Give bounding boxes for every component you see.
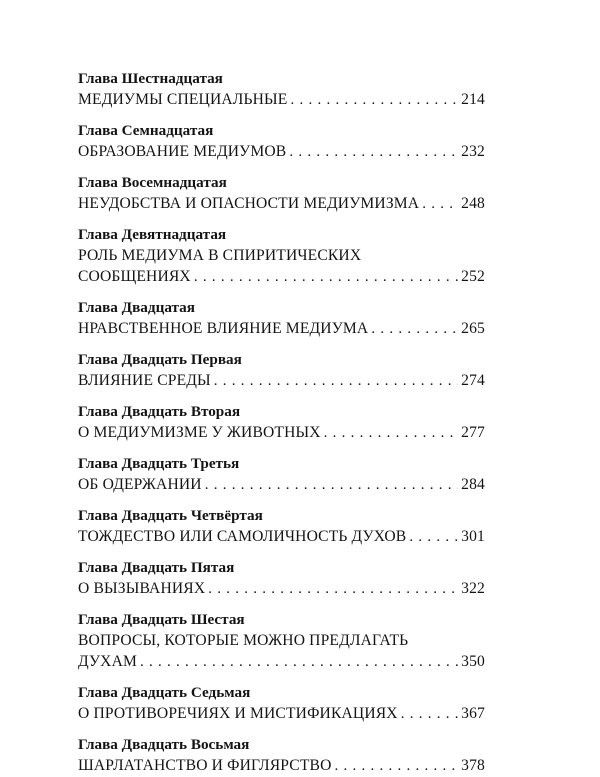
page-number: 367: [461, 705, 485, 722]
chapter-title: [78, 703, 485, 725]
chapter-title-leader-line: [78, 370, 485, 392]
dot-leader: [208, 579, 458, 600]
chapter-title: [78, 630, 485, 673]
chapter-label: Глава Двадцать Шестая: [78, 611, 245, 628]
chapter-title-leader-line: [78, 193, 485, 215]
chapter-title-leader-line: [78, 578, 485, 600]
chapter-title-last-line: ВЛИЯНИЕ СРЕДЫ: [78, 372, 211, 389]
page-number: 301: [461, 528, 485, 545]
toc-entry-3[interactable]: [78, 172, 485, 215]
chapter-title-last-line: О ПРОТИВОРЕЧИЯХ И МИСТИФИКАЦИЯХ: [78, 705, 398, 722]
page-number: 248: [461, 195, 485, 212]
table-of-contents: [78, 68, 485, 777]
page-number: 277: [461, 424, 485, 441]
chapter-title-last-line: СООБЩЕНИЯХ: [78, 268, 191, 285]
chapter-title: [78, 370, 485, 392]
toc-entry-12[interactable]: [78, 682, 485, 725]
toc-entry-4[interactable]: [78, 224, 485, 288]
chapter-label: Глава Двадцать Седьмая: [78, 684, 251, 701]
chapter-label: Глава Двадцать Первая: [78, 351, 242, 368]
page-number: 322: [461, 580, 485, 597]
toc-entry-13[interactable]: [78, 734, 485, 777]
page-number: 274: [461, 372, 485, 389]
chapter-title: [78, 755, 485, 777]
chapter-title-last-line: ДУХАМ: [78, 653, 138, 670]
chapter-title: [78, 141, 485, 163]
chapter-label: Глава Двадцать Четвёртая: [78, 507, 263, 524]
chapter-label: Глава Шестнадцатая: [78, 70, 223, 87]
page-number: 265: [461, 320, 485, 337]
dot-leader: [409, 527, 458, 548]
chapter-label: Глава Двадцать Восьмая: [78, 736, 250, 753]
chapter-title: [78, 526, 485, 548]
toc-entry-11[interactable]: [78, 609, 485, 673]
chapter-title-leader-line: [78, 651, 485, 673]
toc-entry-7[interactable]: [78, 401, 485, 444]
dot-leader: [194, 267, 458, 288]
chapter-title-line: РОЛЬ МЕДИУМА В СПИРИТИЧЕСКИХ: [78, 247, 362, 264]
dot-leader: [324, 423, 459, 444]
chapter-title-leader-line: [78, 318, 485, 340]
chapter-title: [78, 318, 485, 340]
dot-leader: [334, 756, 458, 777]
chapter-title-last-line: НЕУДОБСТВА И ОПАСНОСТИ МЕДИУМИЗМА: [78, 195, 420, 212]
chapter-title-leader-line: [78, 141, 485, 163]
toc-entry-9[interactable]: [78, 505, 485, 548]
chapter-title-leader-line: [78, 266, 485, 288]
chapter-title-last-line: ОБРАЗОВАНИЕ МЕДИУМОВ: [78, 143, 287, 160]
chapter-label: Глава Двадцать Третья: [78, 455, 240, 472]
dot-leader: [371, 319, 458, 340]
chapter-title-last-line: О ВЫЗЫВАНИЯХ: [78, 580, 206, 597]
chapter-title-leader-line: [78, 755, 485, 777]
page-number: 284: [461, 476, 485, 493]
chapter-title-line: ВОПРОСЫ, КОТОРЫЕ МОЖНО ПРЕДЛАГАТЬ: [78, 632, 409, 649]
chapter-title-last-line: ШАРЛАТАНСТВО И ФИГЛЯРСТВО: [78, 757, 332, 774]
dot-leader: [140, 652, 458, 673]
chapter-title: [78, 422, 485, 444]
chapter-label: Глава Двадцатая: [78, 299, 195, 316]
chapter-title-last-line: МЕДИУМЫ СПЕЦИАЛЬНЫЕ: [78, 91, 288, 108]
chapter-title-leader-line: [78, 89, 485, 111]
toc-entry-1[interactable]: [78, 68, 485, 111]
chapter-title-leader-line: [78, 703, 485, 725]
toc-entry-6[interactable]: [78, 349, 485, 392]
chapter-label: Глава Двадцать Вторая: [78, 403, 241, 420]
chapter-label: Глава Девятнадцатая: [78, 226, 227, 243]
chapter-title-leader-line: [78, 422, 485, 444]
toc-entry-5[interactable]: [78, 297, 485, 340]
chapter-title: [78, 89, 485, 111]
chapter-label: Глава Семнадцатая: [78, 122, 214, 139]
dot-leader: [422, 194, 458, 215]
toc-entry-10[interactable]: [78, 557, 485, 600]
dot-leader: [205, 475, 458, 496]
chapter-title: [78, 474, 485, 496]
chapter-title-leader-line: [78, 474, 485, 496]
dot-leader: [214, 371, 458, 392]
chapter-title: [78, 578, 485, 600]
chapter-title-last-line: ОБ ОДЕРЖАНИИ: [78, 476, 202, 493]
chapter-title-last-line: НРАВСТВЕННОЕ ВЛИЯНИЕ МЕДИУМА: [78, 320, 369, 337]
page-number: 378: [461, 757, 485, 774]
dot-leader: [289, 142, 458, 163]
chapter-label: Глава Восемнадцатая: [78, 174, 227, 191]
chapter-title-leader-line: [78, 526, 485, 548]
dot-leader: [401, 704, 458, 725]
page-number: 350: [461, 653, 485, 670]
chapter-label: Глава Двадцать Пятая: [78, 559, 235, 576]
dot-leader: [290, 90, 458, 111]
toc-entry-8[interactable]: [78, 453, 485, 496]
chapter-title: [78, 193, 485, 215]
page-number: 232: [461, 143, 485, 160]
page-number: 252: [461, 268, 485, 285]
chapter-title-last-line: ТОЖДЕСТВО ИЛИ САМОЛИЧНОСТЬ ДУХОВ: [78, 528, 407, 545]
chapter-title: [78, 245, 485, 288]
page-number: 214: [461, 91, 485, 108]
toc-entry-2[interactable]: [78, 120, 485, 163]
chapter-title-last-line: О МЕДИУМИЗМЕ У ЖИВОТНЫХ: [78, 424, 321, 441]
